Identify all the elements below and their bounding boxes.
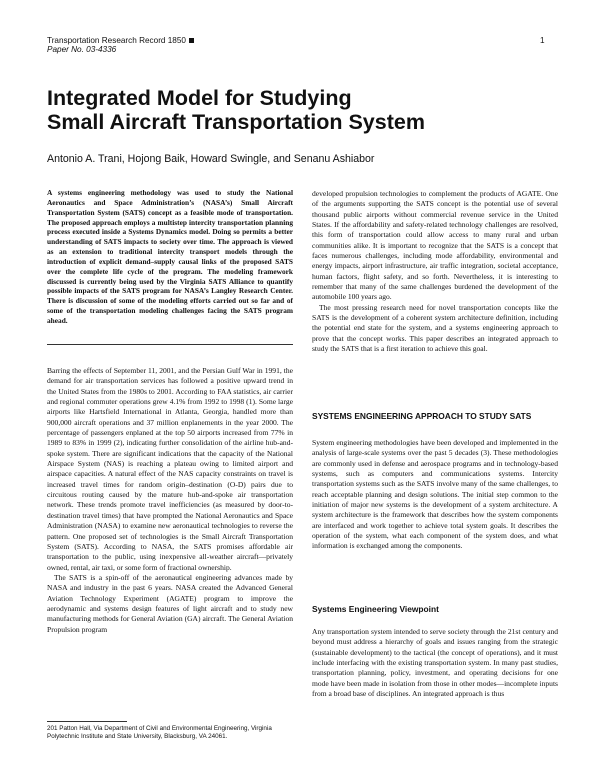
square-bullet-icon [189,38,194,43]
paper-title-line2: Small Aircraft Transportation System [47,110,425,134]
paper-number: Paper No. 03-4336 [47,45,117,54]
page-number: 1 [540,36,545,45]
paper-title-line1: Integrated Model for Studying [47,86,352,110]
subsection-paragraph: Any transportation system intended to serve society through the 21st century and beyond must address a hierarchy of goals and issues ranging from the strategic (sustainable development) to the tactical (the concept of operations), and it must include interfacing with the existing transportation system. In many past studies, transportation planning, policy, investment, and operating decisions for one mode have been made in isolation from those in other modes—incomplete inputs from a broad base of disciplines. An integrated approach is thus [312,627,558,699]
intro-paragraph-1: Barring the effects of September 11, 2001, and the Persian Gulf War in 1991, the demand for air transportation services has followed a positive upward trend in the United States from the 1980s to 2001. According to FAA statistics, air carrier and regional commuter operations grew 4.1% from 1992 to 1998 (1). Some large airports like Hartsfield International in Atlanta, Georgia, handled more than 900,000 aircraft operations and 37 million enplanements in the year 2000. The percentage of passengers enplaned at the top 50 airports increased from 77% in 1989 to 83% in 1999 (2), indicating further consolidation of the airline hub-and-spoke system. There are significant indications that the capacity of the National Airspace System (NAS) is reaching a plateau owing to limited airport and airspace capacities. A natural effect of the NAS capacity constraints on travel is increased travel times for random origin–destination (O-D) pairs due to circuitous routing caused by the mature hub-and-spoke air transportation network. These trends promote travel inefficiencies (as measured by door-to-destination travel times) that have prompted the National Aeronautics and Space Administration (NASA) to examine new aeronautical technologies to reverse the pattern. One proposed set of technologies is the Small Aircraft Transportation System (SATS). According to NASA, the SATS promises affordable air transportation to the public, using inexpensive all-weather aircraft—privately owned, rental, air taxi, or some form of fractional ownership. [47,366,293,572]
section-paragraph: System engineering methodologies have been developed and implemented in the analysis of large-scale systems over the past 5 decades (3). These methodologies are commonly used in defense and aerospace programs and in technology-based systems, such as computers and communications systems. Intercity transportation systems such as the SATS involve many of the same challenges, to reach acceptable planning and design solutions. The initial step common to the initiation of major new systems is the development of a system architecture. A system architecture is the framework that describes how the system components are interfaced and work together to achieve total system goals. It describes the operation of the system, what each component of the system does, and what information is exchanged among the components. [312,438,558,551]
subsection-heading: Systems Engineering Viewpoint [312,604,439,614]
right-column-top [312,189,558,355]
abstract-divider [47,344,293,345]
paper-title [47,86,517,134]
section-heading: SYSTEMS ENGINEERING APPROACH TO STUDY SATS [312,411,532,421]
author-affiliation-footnote: 201 Patton Hall, Via Department of Civil and Environmental Engineering, Virginia Polytechnic Institute and State University, Blacksburg, VA 24061. [47,725,272,741]
intro-paragraph-2: The SATS is a spin-off of the aeronautical engineering advances made by NASA and industry in the past 6 years. NASA created the Advanced General Aviation Technology Experiment (AGATE) program to improve the aerodynamic and systems design features of light aircraft and to study new manufacturing methods for General Aviation (GA) aircraft. The General Aviation Propulsion program [47,572,293,634]
introduction-column [47,366,293,635]
footnote-divider [47,721,127,722]
abstract-text: A systems engineering methodology was used to study the National Aeronautics and Space Administration’s (NASA’s) Small Aircraft Transportation System (SATS) concept as a feasible mode of transportation. The proposed approach employs a multistep intercity transportation planning process executed inside a Systems Dynamics model. Doing so permits a better understanding of SATS impacts to society over time. The approach is viewed as an extension to traditional intercity transport models through the introduction of explicit demand–supply causal links of the proposed SATS over the complete life cycle of the program. The modeling framework discussed is currently being used by the Virginia SATS Alliance to quantify possible impacts of the SATS program for NASA’s Langley Research Center. There is discussion of some of the modeling efforts carried out so far and of some of the transportation modeling challenges facing the SATS program ahead. [47,188,293,325]
right-paragraph-2: The most pressing research need for novel transportation concepts like the SATS is the development of a coherent system architecture definition, including the potential end state for the system, and a systems engineering approach to prove that the concept works. This paper describes an integrated approach to study the SATS that is a first iteration to achieve this goal. [312,302,558,354]
section-body [312,438,558,552]
right-paragraph-1: developed propulsion technologies to complement the products of AGATE. One of the arguments supporting the SATS concept is the potential use of several thousand public airports without commercial revenue service in the United States. If the affordability and safety-related technology challenges are resolved, this form of transportation could allow access to many rural and urban communities alike. It is important to recognize that the SATS is a concept that faces numerous challenges, including mode affordability, environmental and energy impacts, airport infrastructure, air traffic integration, societal acceptance, human factors, flight safety, and so forth. Nevertheless, it is interesting to remember that many of the same challenges burdened the development of the automobile 100 years ago. [312,189,558,302]
journal-name: Transportation Research Record 1850 [47,36,186,45]
journal-header [47,36,194,45]
author-list: Antonio A. Trani, Hojong Baik, Howard Swingle, and Senanu Ashiabor [47,153,375,165]
abstract [47,188,293,326]
subsection-body [312,627,558,699]
